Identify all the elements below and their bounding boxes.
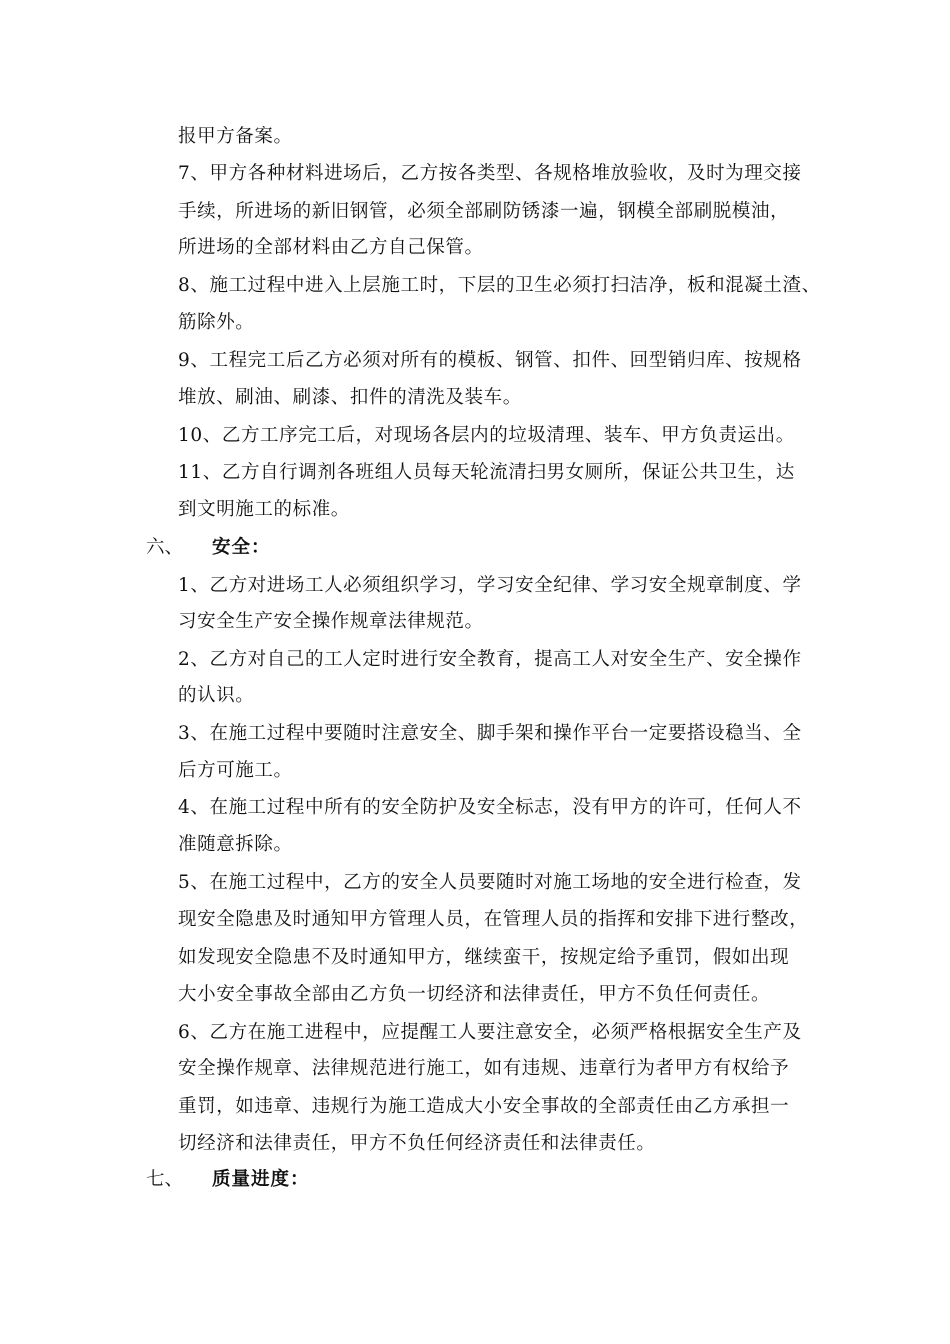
paragraph-line: 1、乙方对进场工人必须组织学习，学习安全纪律、学习安全规章制度、学 <box>178 575 802 596</box>
paragraph-line: 安全操作规章、法律规范进行施工，如有违规、违章行为者甲方有权给予 <box>178 1058 790 1079</box>
paragraph-line: 8、施工过程中进入上层施工时，下层的卫生必须打扫洁净，板和混凝土渣、 <box>178 275 821 296</box>
paragraph-line: 的认识。 <box>178 685 255 706</box>
paragraph-line: 11、乙方自行调剂各班组人员每天轮流清扫男女厕所，保证公共卫生，达 <box>178 462 795 483</box>
paragraph-line: 4、在施工过程中所有的安全防护及安全标志，没有甲方的许可，任何人不 <box>178 797 802 818</box>
paragraph-line: 如发现安全隐患不及时通知甲方，继续蛮干，按规定给予重罚，假如出现 <box>178 947 790 968</box>
paragraph-line: 重罚，如违章、违规行为施工造成大小安全事故的全部责任由乙方承担一 <box>178 1096 790 1117</box>
section-number: 七、 <box>146 1169 184 1190</box>
paragraph-line: 报甲方备案。 <box>178 126 293 147</box>
paragraph-line: 7、甲方各种材料进场后，乙方按各类型、各规格堆放验收，及时为理交接 <box>178 163 802 184</box>
paragraph-line: 3、在施工过程中要随时注意安全、脚手架和操作平台一定要搭设稳当、全 <box>178 723 802 744</box>
section-title: 质量进度： <box>212 1169 310 1190</box>
paragraph-line: 准随意拆除。 <box>178 834 293 855</box>
paragraph-line: 大小安全事故全部由乙方负一切经济和法律责任，甲方不负任何责任。 <box>178 984 771 1005</box>
paragraph-line: 手续，所进场的新旧钢管，必须全部刷防锈漆一遍，钢模全部刷脱模油， <box>178 201 790 222</box>
paragraph-line: 到文明施工的标准。 <box>178 499 350 520</box>
paragraph-line: 现安全隐患及时通知甲方管理人员，在管理人员的指挥和安排下进行整改， <box>178 909 809 930</box>
paragraph-line: 5、在施工过程中，乙方的安全人员要随时对施工场地的安全进行检查，发 <box>178 872 802 893</box>
section-number: 六、 <box>146 537 184 558</box>
paragraph-line: 后方可施工。 <box>178 760 293 781</box>
paragraph-line: 所进场的全部材料由乙方自己保管。 <box>178 237 484 258</box>
paragraph-line: 2、乙方对自己的工人定时进行安全教育，提高工人对安全生产、安全操作 <box>178 649 802 670</box>
paragraph-line: 切经济和法律责任，甲方不负任何经济责任和法律责任。 <box>178 1133 656 1154</box>
paragraph-line: 10、乙方工序完工后，对现场各层内的垃圾清理、装车、甲方负责运出。 <box>178 425 795 446</box>
paragraph-line: 习安全生产安全操作规章法律规范。 <box>178 611 484 632</box>
paragraph-line: 6、乙方在施工进程中，应提醒工人要注意安全，必须严格根据安全生产及 <box>178 1022 802 1043</box>
paragraph-line: 堆放、刷油、刷漆、扣件的清洗及装车。 <box>178 387 522 408</box>
section-title: 安全： <box>212 537 271 558</box>
paragraph-line: 筋除外。 <box>178 312 255 333</box>
paragraph-line: 9、工程完工后乙方必须对所有的模板、钢管、扣件、回型销归库、按规格 <box>178 350 802 371</box>
